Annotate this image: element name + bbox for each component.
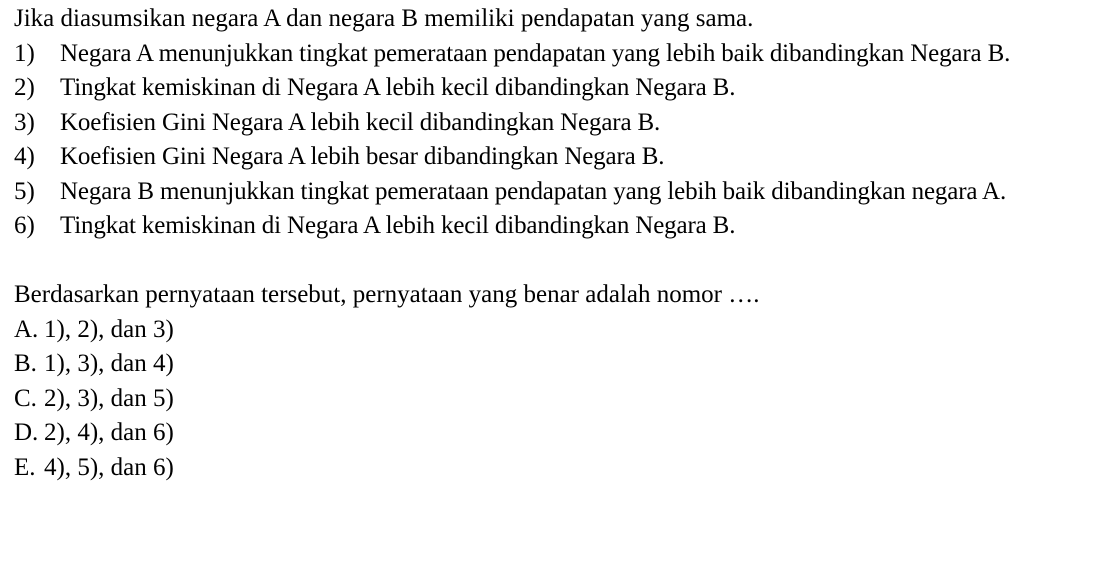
statement-item	[14, 140, 1092, 175]
option-label: D.	[14, 419, 39, 446]
option-text: 2), 4), dan 6)	[44, 419, 174, 446]
option-text: 4), 5), dan 6)	[44, 453, 174, 481]
intro-text: Jika diasumsikan negara A dan negara B memiliki pendapatan yang sama.	[14, 5, 754, 32]
statement-text: Negara A menunjukkan tingkat pemerataan pendapatan yang lebih baik dibandingkan Negara B.	[60, 39, 1011, 67]
question-document	[14, 2, 1092, 485]
statement-number: 1)	[14, 39, 35, 67]
statement-text: Tingkat kemiskinan di Negara A lebih kecil dibandingkan Negara B.	[60, 212, 736, 239]
option-label: E.	[14, 453, 36, 481]
statement-text: Koefisien Gini Negara A lebih kecil dibandingkan Negara B.	[60, 108, 661, 136]
blank-line	[14, 244, 1092, 279]
statement-item	[14, 37, 1092, 72]
statement-number: 5)	[14, 177, 35, 205]
answer-option-b[interactable]	[14, 347, 1092, 382]
statement-number: 3)	[14, 108, 35, 136]
answer-option-d[interactable]	[14, 416, 1092, 451]
option-text: 2), 3), dan 5)	[44, 384, 174, 412]
statement-item	[14, 209, 1092, 244]
answer-options	[14, 313, 1092, 486]
option-label: B.	[14, 350, 37, 377]
option-text: 1), 2), dan 3)	[44, 315, 174, 343]
statement-item	[14, 71, 1092, 106]
answer-option-c[interactable]	[14, 382, 1092, 417]
statement-number: 2)	[14, 74, 35, 101]
answer-option-e[interactable]	[14, 451, 1092, 486]
statement-text: Negara B menunjukkan tingkat pemerataan pendapatan yang lebih baik dibandingkan negara A.	[60, 177, 1007, 205]
statement-text: Tingkat kemiskinan di Negara A lebih kecil dibandingkan Negara B.	[60, 74, 736, 101]
statement-number: 6)	[14, 212, 35, 239]
statement-text: Koefisien Gini Negara A lebih besar dibandingkan Negara B.	[60, 143, 665, 170]
option-label: A.	[14, 315, 39, 343]
answer-option-a[interactable]	[14, 313, 1092, 348]
question-prompt: Berdasarkan pernyataan tersebut, pernyataan yang benar adalah nomor ….	[14, 281, 760, 308]
option-text: 1), 3), dan 4)	[44, 350, 174, 377]
statement-number: 4)	[14, 143, 35, 170]
statement-list	[14, 37, 1092, 244]
statement-item	[14, 175, 1092, 210]
statement-item	[14, 106, 1092, 141]
option-label: C.	[14, 384, 37, 412]
